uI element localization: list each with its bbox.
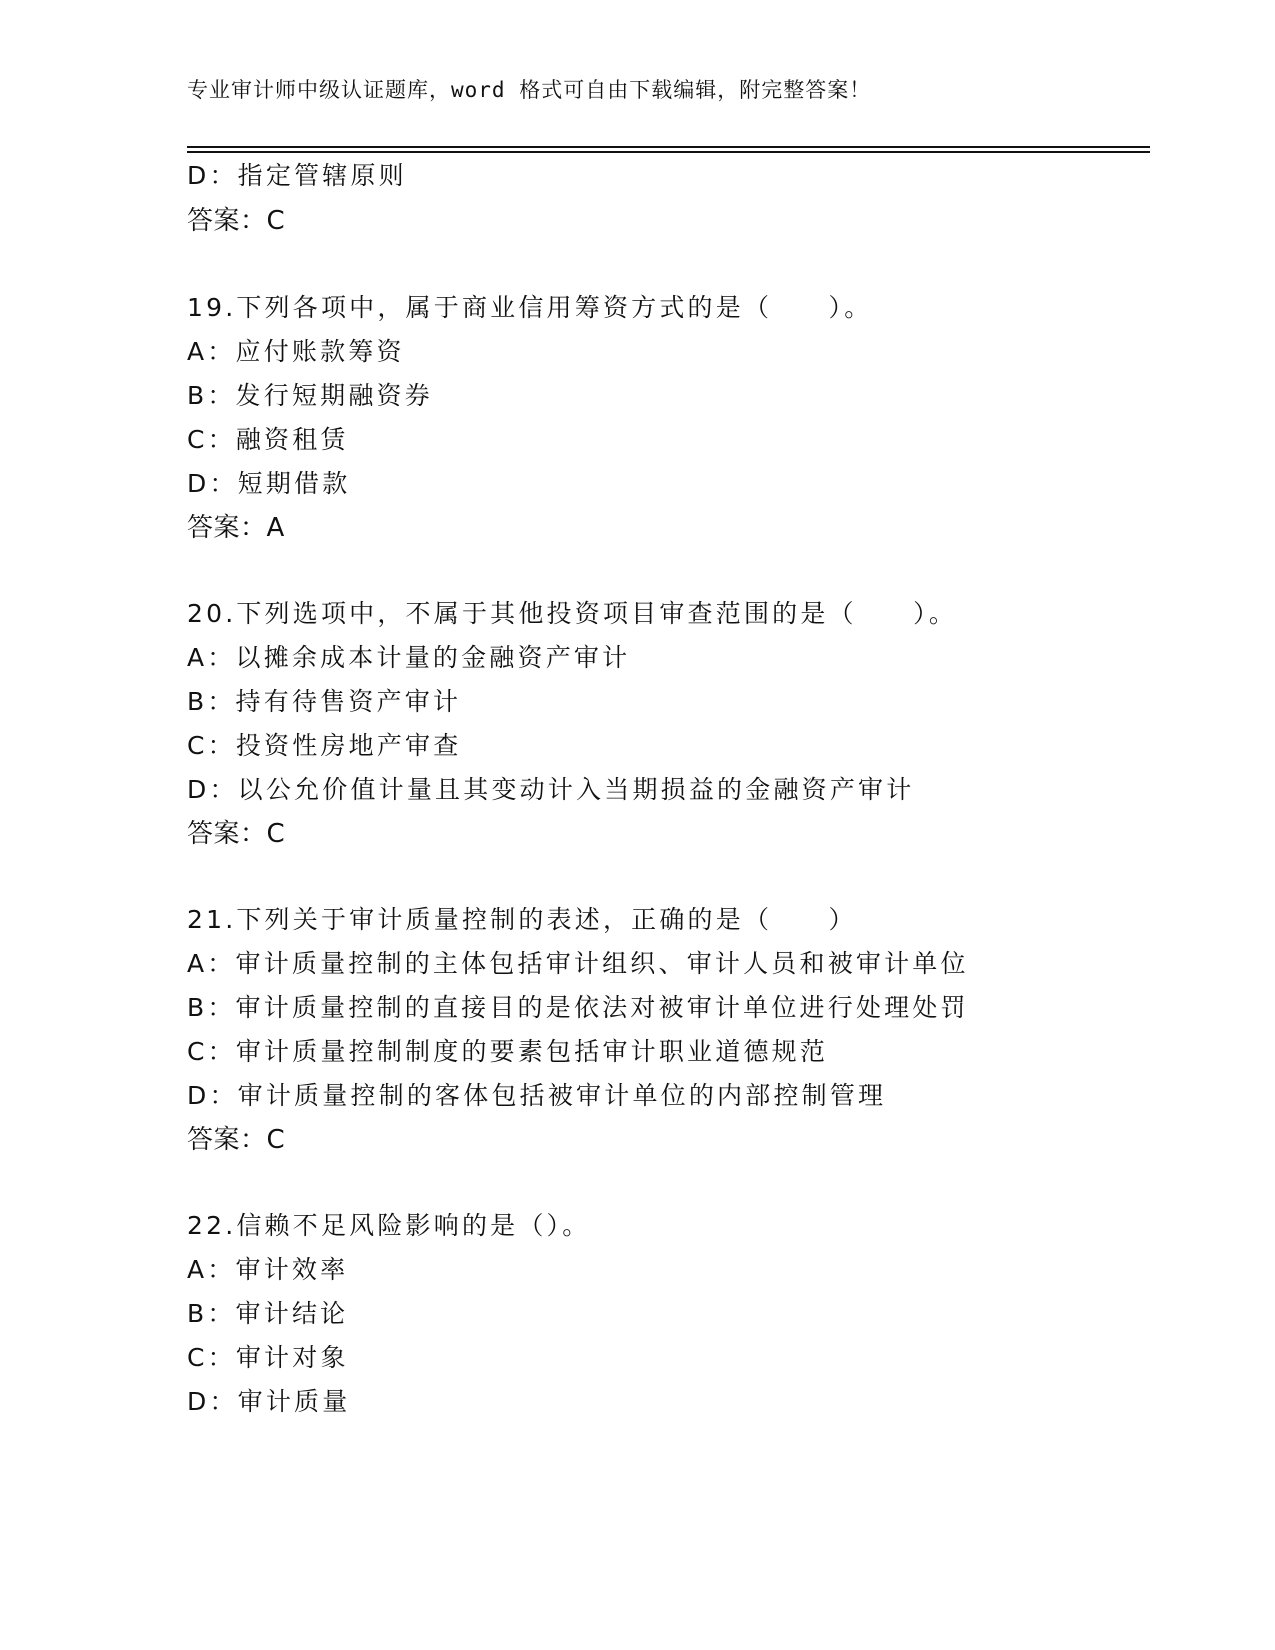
question-18-option-d: D：指定管辖原则 [187, 161, 407, 190]
question-20-stem: 20.下列选项中，不属于其他投资项目审查范围的是（ ）。 [187, 599, 958, 628]
question-21-option-d: D：审计质量控制的客体包括被审计单位的内部控制管理 [187, 1081, 887, 1110]
header-rule-bottom [187, 151, 1150, 153]
question-19-stem: 19.下列各项中，属于商业信用筹资方式的是（ ）。 [187, 293, 873, 322]
header-rule-top [187, 146, 1150, 148]
question-18-answer: 答案：C [187, 206, 286, 236]
question-21-stem: 21.下列关于审计质量控制的表述，正确的是（ ） [187, 905, 857, 934]
question-19-option-c: C：融资租赁 [187, 425, 349, 454]
question-21-option-c: C：审计质量控制制度的要素包括审计职业道德规范 [187, 1037, 829, 1066]
question-22-option-c: C：审计对象 [187, 1343, 349, 1372]
question-19-answer: 答案：A [187, 513, 285, 543]
question-22-option-b: B：审计结论 [187, 1299, 349, 1328]
question-21-option-a: A：审计质量控制的主体包括审计组织、审计人员和被审计单位 [187, 949, 969, 978]
question-20-option-a: A：以摊余成本计量的金融资产审计 [187, 643, 631, 672]
question-21-answer: 答案：C [187, 1125, 286, 1155]
page-header: 专业审计师中级认证题库，word 格式可自由下载编辑，附完整答案！ [187, 78, 872, 102]
question-20-option-d: D：以公允价值计量且其变动计入当期损益的金融资产审计 [187, 775, 915, 804]
question-20-option-b: B：持有待售资产审计 [187, 687, 462, 716]
question-19-option-d: D：短期借款 [187, 469, 351, 498]
question-22-option-d: D：审计质量 [187, 1387, 351, 1416]
question-22-option-a: A：审计效率 [187, 1255, 349, 1284]
question-19-option-b: B：发行短期融资券 [187, 381, 433, 410]
question-19-option-a: A：应付账款筹资 [187, 337, 405, 366]
question-20-answer: 答案：C [187, 819, 286, 849]
question-22-stem: 22.信赖不足风险影响的是（）。 [187, 1211, 591, 1240]
question-20-option-c: C：投资性房地产审查 [187, 731, 462, 760]
question-21-option-b: B：审计质量控制的直接目的是依法对被审计单位进行处理处罚 [187, 993, 969, 1022]
